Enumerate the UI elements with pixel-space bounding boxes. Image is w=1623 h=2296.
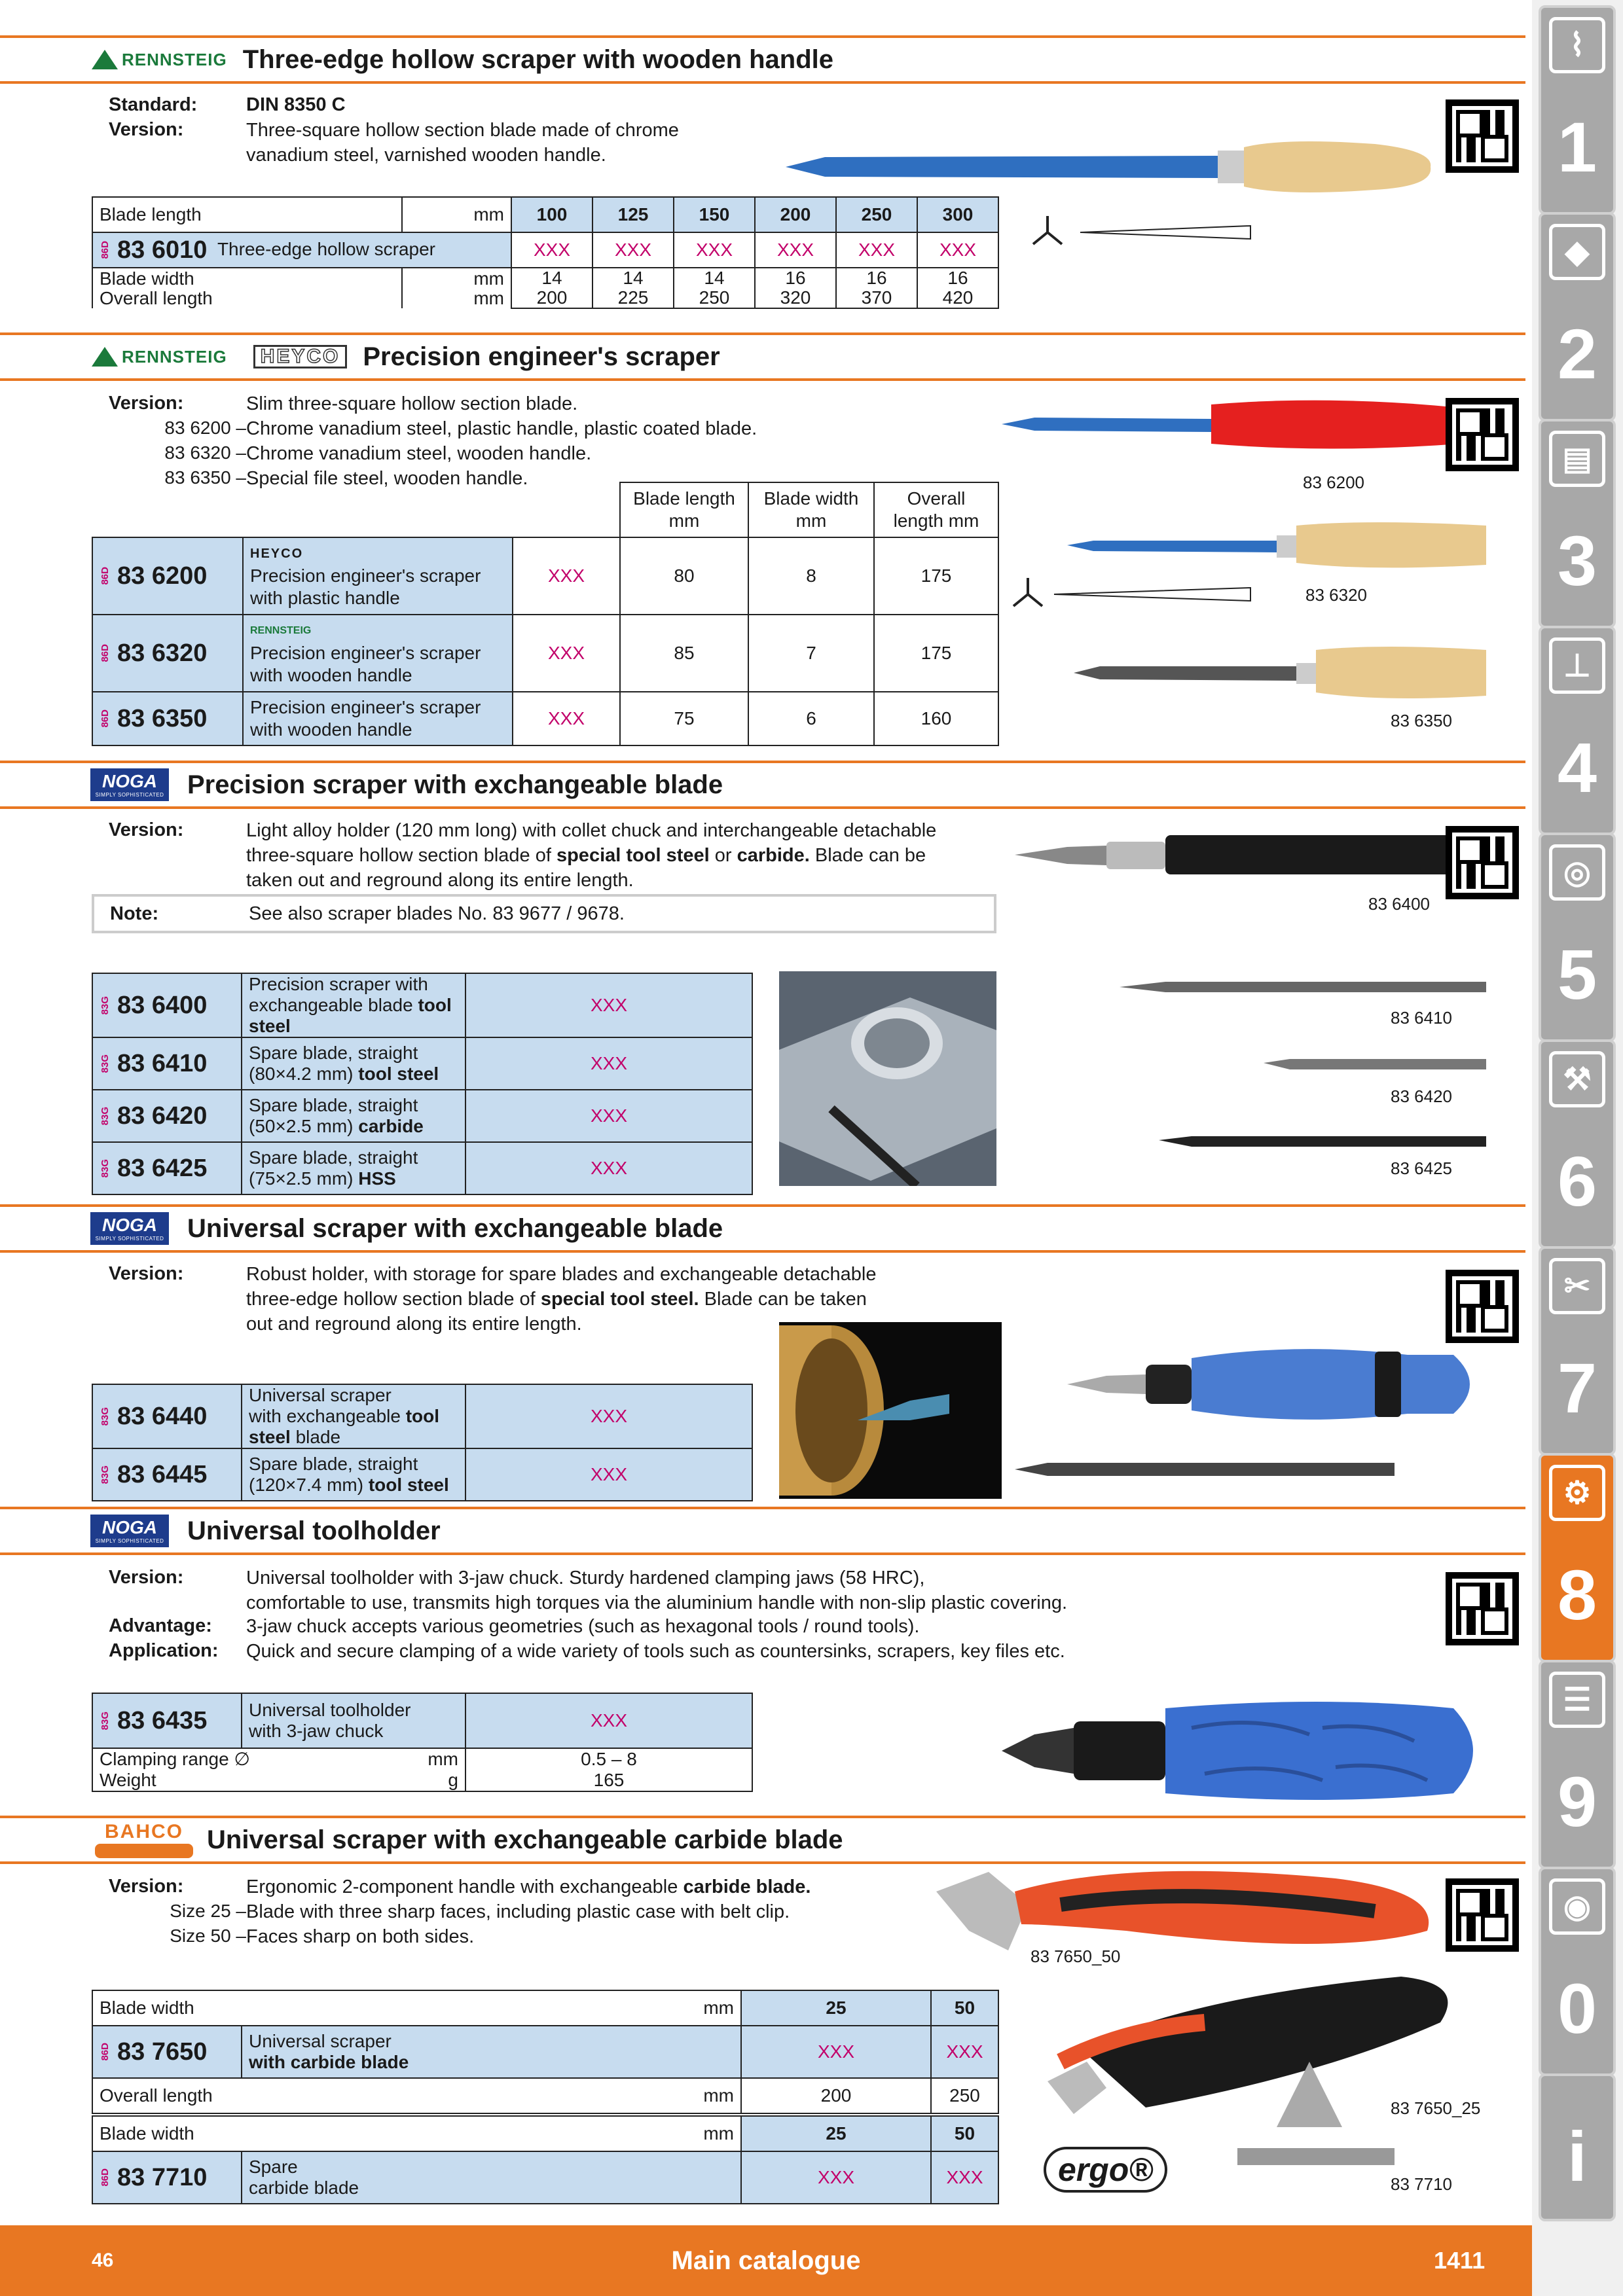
- product-code[interactable]: 83G 83 6410: [92, 1037, 242, 1090]
- qr-code[interactable]: [1446, 398, 1519, 471]
- product-code[interactable]: 86D 83 7710: [92, 2151, 242, 2204]
- chapter-tab-3[interactable]: ▤ 3: [1539, 419, 1616, 628]
- product-code[interactable]: 83G 83 6440: [92, 1384, 242, 1448]
- section-header-three-edge-scraper: [0, 35, 1525, 84]
- product-code[interactable]: 83G 83 6445: [92, 1448, 242, 1501]
- overall-length: 160: [874, 692, 998, 745]
- qr-code[interactable]: [1446, 1572, 1519, 1645]
- overall-length: 250: [931, 2078, 998, 2113]
- table-precision-scraper-exchangeable: [92, 973, 753, 1195]
- blade-length: 75: [620, 692, 748, 745]
- chapter-tab-0[interactable]: ◉ 0: [1539, 1867, 1616, 2076]
- noga-logo: NOGA SIMPLY SOPHISTICATED: [90, 1212, 169, 1245]
- chapter-tab-info[interactable]: i: [1539, 2073, 1616, 2221]
- price: XXX: [465, 1037, 752, 1090]
- size-100: 100: [511, 197, 593, 232]
- qr-code[interactable]: [1446, 826, 1519, 899]
- size-text: Blade with three sharp faces, including plastic case with belt clip.: [246, 1901, 790, 1922]
- safety-goggles-icon: ◉: [1549, 1878, 1605, 1935]
- chapter-tab-8[interactable]: ⚙ 8: [1539, 1453, 1616, 1662]
- product-desc: Spare blade, straight (120×7.4 mm) tool steel: [242, 1448, 465, 1501]
- image-caption: 83 6425: [1391, 1158, 1452, 1178]
- scraper-in-use-photo: [779, 971, 996, 1186]
- standard-label: Standard:: [109, 94, 198, 115]
- section-header-precision-engineers-scraper: [0, 332, 1525, 381]
- size-25: 25: [741, 1990, 931, 2026]
- size-250: 250: [836, 197, 917, 232]
- noga-logo: NOGA SIMPLY SOPHISTICATED: [90, 768, 169, 801]
- chuck-icon: ▤: [1549, 431, 1605, 487]
- hdr-unit: mm: [402, 197, 511, 232]
- saw-blade-icon: ◎: [1549, 844, 1605, 901]
- spec-units: mm mm: [402, 268, 511, 308]
- section-title: Universal scraper with exchangeable blade: [187, 1213, 723, 1243]
- product-code[interactable]: 83G 83 6420: [92, 1090, 242, 1142]
- chapter-tab-4[interactable]: ⊥ 4: [1539, 626, 1616, 835]
- image-caption: 83 6420: [1391, 1086, 1452, 1106]
- product-desc: Precision scraper with exchangeable blade tool steel: [242, 973, 465, 1037]
- chapter-tab-7[interactable]: ✂ 7: [1539, 1246, 1616, 1456]
- blade-length: 80: [620, 537, 748, 615]
- chapter-tab-5[interactable]: ◎ 5: [1539, 833, 1616, 1042]
- overall-length: 200: [741, 2078, 931, 2113]
- spec: 16 420: [917, 268, 998, 308]
- price: XXX: [465, 973, 752, 1037]
- size-label: Size 25 –: [170, 1901, 246, 1921]
- price: XXX: [511, 232, 593, 268]
- product-desc: Universal scraper with carbide blade: [242, 2026, 741, 2078]
- size-text: Faces sharp on both sides.: [246, 1926, 475, 1947]
- note-label: Note:: [110, 903, 159, 924]
- price: XXX: [465, 1384, 752, 1448]
- spacer: [92, 482, 513, 537]
- rennsteig-logo: RENNSTEIG: [92, 50, 227, 70]
- tool-cabinet-icon: ☰: [1549, 1672, 1605, 1728]
- version-text: Ergonomic 2-component handle with exchangeable carbide blade.: [246, 1876, 811, 1897]
- price: XXX: [917, 232, 998, 268]
- version-text: Robust holder, with storage for spare blades and exchangeable detachable three-edge hollow section blade of special tool steel. Blade can be taken out and reground along its entire length.: [246, 1264, 877, 1335]
- catalogue-page-number: 1411: [1434, 2247, 1486, 2274]
- image-caption: 83 7650_25: [1391, 2098, 1481, 2118]
- overall-length: 175: [874, 615, 998, 692]
- product-desc: Universal scraper with exchangeable tool steel blade: [242, 1384, 465, 1448]
- drill-icon: ⌇: [1549, 17, 1605, 73]
- section-title: Three-edge hollow scraper with wooden handle: [242, 45, 834, 74]
- version-text: Light alloy holder (120 mm long) with collet chuck and interchangeable detachable three-square hollow section blade of special tool steel or carbide. Blade can be taken out and reground along its entire length.: [246, 820, 937, 891]
- qr-code[interactable]: [1446, 99, 1519, 173]
- price: XXX: [465, 1142, 752, 1194]
- price: XXX: [836, 232, 917, 268]
- product-row[interactable]: 86D 83 6350 Precision engineer's scraper with wooden handle: [92, 692, 513, 745]
- precision-scrapers-image: [1002, 391, 1486, 732]
- price: XXX: [513, 692, 620, 745]
- pliers-icon: ✂: [1549, 1258, 1605, 1314]
- size-150: 150: [674, 197, 755, 232]
- bahco-scraper-image: [930, 1865, 1493, 2206]
- section-title: Universal scraper with exchangeable carbide blade: [207, 1825, 843, 1854]
- size-25: 25: [741, 2116, 931, 2151]
- price: XXX: [593, 232, 674, 268]
- universal-scraper-photo: [779, 1322, 1002, 1499]
- price: XXX: [931, 2026, 998, 2078]
- hdr-blade-length: Blade length: [92, 197, 402, 232]
- table-universal-toolholder: [92, 1693, 753, 1792]
- section-header-bahco-universal-scraper: [0, 1816, 1525, 1864]
- standard-value: DIN 8350 C: [246, 94, 346, 115]
- blade-width: 8: [748, 537, 874, 615]
- table-precision-engineers: [92, 482, 999, 746]
- size-125: 125: [593, 197, 674, 232]
- application-label: Application:: [109, 1640, 219, 1661]
- col-blade-width: Blade width mm: [748, 482, 874, 537]
- product-code[interactable]: 83G 83 6425: [92, 1142, 242, 1194]
- variant-code: 83 6350 –: [164, 467, 246, 488]
- spec: 14 250: [674, 268, 755, 308]
- wrench-icon: ⚒: [1549, 1051, 1605, 1107]
- price: XXX: [674, 232, 755, 268]
- product-row[interactable]: 86D 83 6320 RENNSTEIG Precision engineer's scraper with wooden handle: [92, 615, 513, 692]
- size-200: 200: [755, 197, 836, 232]
- product-desc: Spare carbide blade: [242, 2151, 741, 2204]
- section-title: Precision scraper with exchangeable blade: [187, 770, 723, 799]
- version-text: Universal toolholder with 3-jaw chuck. Sturdy hardened clamping jaws (58 HRC), comfortable to use, transmits high torques via the aluminium handle with non-slip plastic covering.: [246, 1568, 1068, 1613]
- section-header-universal-toolholder: [0, 1507, 1525, 1555]
- version-text: Three-square hollow section blade made of chrome vanadium steel, varnished wooden handle.: [246, 120, 679, 166]
- version-text: Slim three-square hollow section blade.: [246, 393, 578, 414]
- variant-text: Special file steel, wooden handle.: [246, 468, 528, 489]
- blade-profile-diagram: [1028, 213, 1257, 252]
- overall-length: 175: [874, 537, 998, 615]
- chapter-tabs: [1532, 0, 1623, 2296]
- noga-logo: NOGA SIMPLY SOPHISTICATED: [90, 1515, 169, 1547]
- universal-toolholder-image: [995, 1689, 1493, 1806]
- price: XXX: [465, 1448, 752, 1501]
- col-overall-length: Overall length mm: [874, 482, 998, 537]
- heyco-mini-logo: HEYCO: [250, 547, 304, 561]
- spec-values: 0.5 – 8 165: [465, 1748, 752, 1791]
- hdr-blade-width: Blade width mm: [92, 2116, 741, 2151]
- precision-scraper-holder-image: [1002, 816, 1493, 1182]
- blade-length: 85: [620, 615, 748, 692]
- image-caption: 83 6350: [1391, 711, 1452, 730]
- blade-width: 7: [748, 615, 874, 692]
- price: XXX: [931, 2151, 998, 2204]
- page-number: 46: [92, 2250, 114, 2271]
- overall-length-label: Overall length mm: [92, 2078, 741, 2113]
- image-caption: 83 6320: [1305, 585, 1367, 605]
- table-universal-scraper: [92, 1384, 753, 1501]
- size-50: 50: [931, 2116, 998, 2151]
- universal-scraper-image: [1002, 1329, 1493, 1499]
- footer-title: Main catalogue: [671, 2246, 861, 2275]
- product-desc: Universal toolholder with 3-jaw chuck: [242, 1693, 465, 1748]
- note-box: [92, 894, 996, 933]
- spec: 14 225: [593, 268, 674, 308]
- image-caption: 83 6400: [1368, 894, 1430, 914]
- heyco-logo: HEYCO: [253, 345, 348, 368]
- size-label: Size 50 –: [170, 1926, 246, 1946]
- size-300: 300: [917, 197, 998, 232]
- section-title: Precision engineer's scraper: [363, 342, 720, 371]
- hand-tools-icon: ⚙: [1549, 1465, 1605, 1521]
- image-caption: 83 6200: [1303, 473, 1364, 492]
- table-836010: [92, 196, 999, 309]
- advantage-label: Advantage:: [109, 1615, 212, 1636]
- spec-labels: Clamping range ∅ mm Weight g: [92, 1748, 465, 1791]
- image-caption: 83 6410: [1391, 1008, 1452, 1028]
- chapter-tab-1[interactable]: ⌇ 1: [1539, 5, 1616, 215]
- application-text: Quick and secure clamping of a wide variety of tools such as countersinks, scrapers, key files etc.: [246, 1641, 1065, 1662]
- price: XXX: [741, 2151, 931, 2204]
- price: XXX: [513, 537, 620, 615]
- spec-labels: Blade width Overall length: [92, 268, 402, 308]
- product-desc: Spare blade, straight (80×4.2 mm) tool steel: [242, 1037, 465, 1090]
- product-code[interactable]: 83G 83 6435: [92, 1693, 242, 1748]
- section-header-universal-scraper: [0, 1204, 1525, 1253]
- spec: 14 200: [511, 268, 593, 308]
- bahco-logo: BAHCO: [92, 1820, 196, 1860]
- scraper-wooden-handle-image: [786, 131, 1434, 203]
- product-row[interactable]: 86D 83 6010 Three-edge hollow scraper: [92, 232, 511, 268]
- product-code[interactable]: 83G 83 6400: [92, 973, 242, 1037]
- size-50: 50: [931, 1990, 998, 2026]
- note-text: See also scraper blades No. 83 9677 / 9678.: [249, 903, 625, 924]
- spacer: [513, 482, 620, 537]
- spec: 16 370: [836, 268, 917, 308]
- section-title: Universal toolholder: [187, 1516, 441, 1545]
- variant-code: 83 6200 –: [164, 418, 246, 438]
- section-header-precision-scraper-exchangeable: [0, 761, 1525, 809]
- price: XXX: [513, 615, 620, 692]
- product-code[interactable]: 86D 83 7650: [92, 2026, 242, 2078]
- page-footer: [0, 2225, 1532, 2296]
- chapter-tab-2[interactable]: ◆ 2: [1539, 212, 1616, 422]
- version-label: Version:: [109, 1263, 184, 1284]
- rennsteig-logo: RENNSTEIG: [92, 347, 227, 367]
- version-label: Version:: [109, 819, 184, 840]
- table-837650: [92, 1990, 999, 2114]
- chapter-tab-9[interactable]: ☰ 9: [1539, 1660, 1616, 1869]
- price: XXX: [465, 1693, 752, 1748]
- chapter-tab-6[interactable]: ⚒ 6: [1539, 1039, 1616, 1249]
- image-caption: 83 7650_50: [1030, 1946, 1121, 1966]
- image-caption: 83 7710: [1391, 2174, 1452, 2194]
- table-837710: [92, 2115, 999, 2204]
- insert-icon: ◆: [1549, 224, 1605, 280]
- product-desc: Spare blade, straight (50×2.5 mm) carbide: [242, 1090, 465, 1142]
- price: XXX: [755, 232, 836, 268]
- rennsteig-mini-logo: RENNSTEIG: [250, 625, 312, 636]
- qr-code[interactable]: [1446, 1878, 1519, 1952]
- version-label: Version:: [109, 393, 184, 414]
- hdr-blade-width: Blade width mm: [92, 1990, 741, 2026]
- qr-code[interactable]: [1446, 1270, 1519, 1343]
- caliper-icon: ⊥: [1549, 637, 1605, 694]
- product-row[interactable]: 86D 83 6200 HEYCO Precision engineer's scraper with plastic handle: [92, 537, 513, 615]
- col-blade-length: Blade length mm: [620, 482, 748, 537]
- variant-text: Chrome vanadium steel, plastic handle, plastic coated blade.: [246, 418, 757, 439]
- version-label: Version:: [109, 1876, 184, 1897]
- price: XXX: [465, 1090, 752, 1142]
- product-desc: Spare blade, straight (75×2.5 mm) HSS: [242, 1142, 465, 1194]
- blade-width: 6: [748, 692, 874, 745]
- ergo-logo: ergo®: [1044, 2147, 1167, 2193]
- variant-code: 83 6320 –: [164, 442, 246, 463]
- price: XXX: [741, 2026, 931, 2078]
- advantage-text: 3-jaw chuck accepts various geometries (such as hexagonal tools / round tools).: [246, 1616, 920, 1637]
- spec: 16 320: [755, 268, 836, 308]
- version-label: Version:: [109, 1567, 184, 1588]
- variant-text: Chrome vanadium steel, wooden handle.: [246, 443, 592, 464]
- version-label: Version:: [109, 119, 184, 140]
